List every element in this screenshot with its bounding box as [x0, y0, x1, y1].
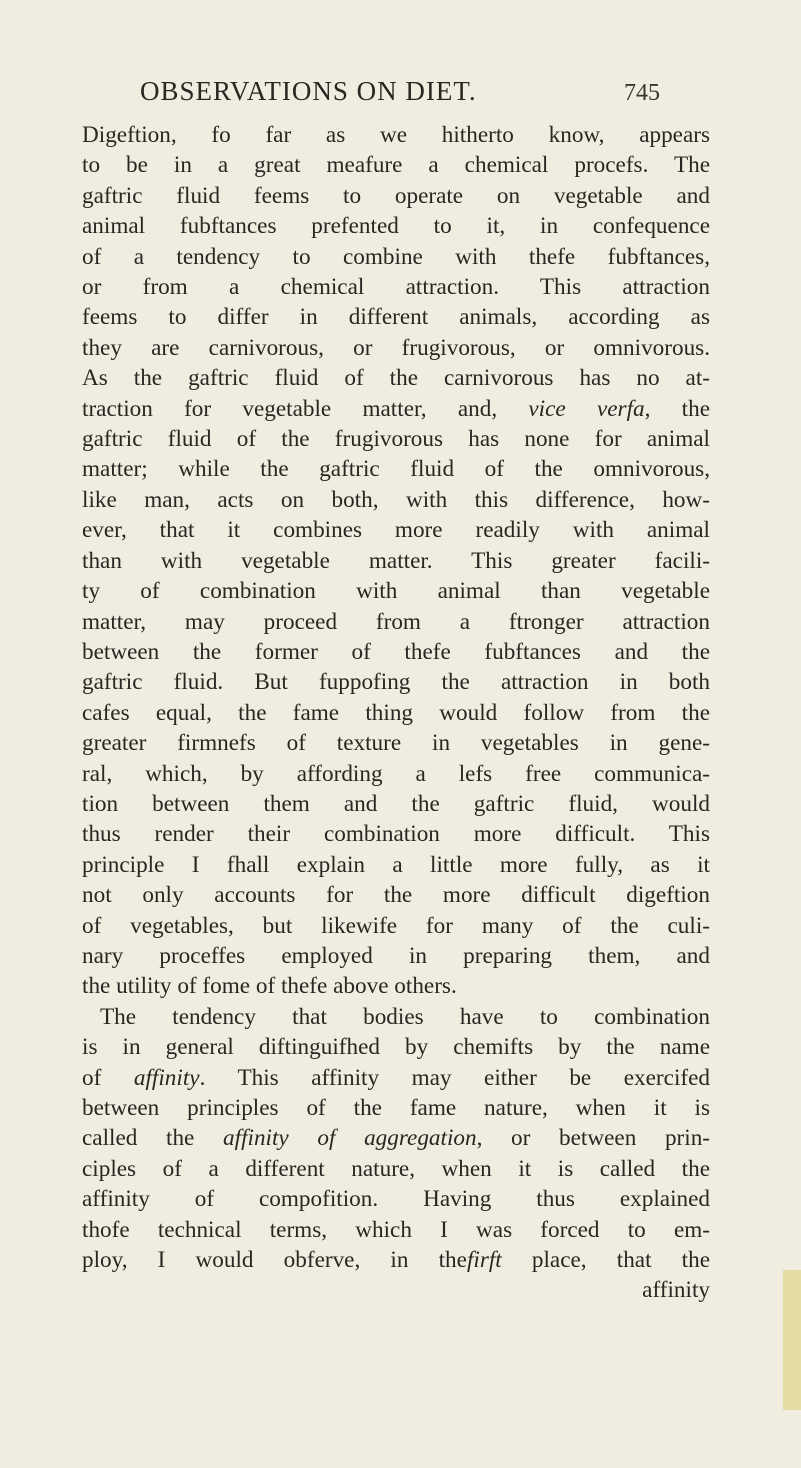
text-line: feems to differ in different animals, according as	[82, 304, 710, 331]
text-line: ral, which, by affording a lefs free communica-	[82, 760, 710, 787]
text-line: gaftric fluid of the frugivorous has none for animal	[82, 426, 710, 453]
text-line: of vegetables, but likewife for many of the culi-	[82, 912, 710, 939]
text-fragment: place, that the	[531, 1247, 710, 1274]
text-line: matter, may proceed from a ftronger attraction	[82, 608, 710, 635]
text-line: affinity of compofition. Having thus explained	[82, 1186, 710, 1213]
text-line: they are carnivorous, or frugivorous, or omnivorous.	[82, 334, 710, 361]
text-line: between the former of thefe fubftances and the	[82, 638, 710, 665]
catchword: affinity	[642, 1277, 710, 1304]
text-fragment: of	[82, 1064, 102, 1091]
text-line: thofe technical terms, which I was forced to em-	[82, 1216, 710, 1243]
text-line: is in general diftinguifhed by chemifts by the name	[82, 1034, 710, 1061]
text-line: principle I fhall explain a little more fully, as it	[82, 851, 710, 878]
text-line: The tendency that bodies have to combination	[100, 1003, 710, 1030]
text-fragment: , the	[644, 395, 710, 422]
text-line: not only accounts for the more difficult digeftion	[82, 882, 710, 909]
text-line: between principles of the fame nature, when it is	[82, 1095, 710, 1121]
text-line: ty of combination with animal than vegetable	[82, 578, 710, 605]
text-line: animal fubftances prefented to it, in confequence	[82, 213, 710, 240]
text-line	[82, 1245, 710, 1275]
italic-phrase: firft	[466, 1247, 502, 1274]
text-line: matter; while the gaftric fluid of the omnivorous,	[82, 456, 710, 483]
text-line: of a tendency to combine with thefe fubftances,	[82, 243, 710, 270]
page-header	[140, 76, 660, 116]
body-text	[82, 120, 710, 1306]
page-number: 745	[624, 80, 660, 106]
text-line: greater firmnefs of texture in vegetables in gene-	[82, 730, 710, 757]
text-line: ciples of a different nature, when it is called the	[82, 1155, 710, 1182]
text-line: gaftric fluid feems to operate on vegetable and	[82, 182, 710, 209]
text-line: like man, acts on both, with this difference, how-	[82, 486, 710, 513]
text-line: nary proceffes employed in preparing them, and	[82, 942, 710, 969]
text-fragment: called the	[82, 1125, 195, 1152]
text-line: to be in a great meafure a chemical procefs. The	[82, 152, 710, 179]
text-line	[82, 1063, 710, 1093]
text-fragment: ploy, I would obferve, in the	[82, 1247, 467, 1274]
paper-stain	[783, 1270, 801, 1410]
italic-phrase: affinity	[133, 1064, 200, 1091]
text-line: than with vegetable matter. This greater facili-	[82, 547, 710, 574]
text-line	[82, 394, 710, 424]
text-line	[82, 1123, 710, 1153]
italic-phrase: vice verfa	[528, 395, 645, 422]
text-line: or from a chemical attraction. This attraction	[82, 274, 710, 301]
text-fragment: , or between prin-	[476, 1125, 710, 1152]
text-line: gaftric fluid. But fuppofing the attraction in both	[82, 669, 710, 696]
text-line: Digeftion, fo far as we hitherto know, appears	[82, 122, 710, 148]
text-line: the utility of fome of thefe above others.	[82, 973, 457, 1000]
italic-phrase: affinity of aggregation	[223, 1125, 477, 1152]
running-head: OBSERVATIONS ON DIET.	[140, 76, 477, 106]
text-line: thus render their combination more difficult. This	[82, 821, 710, 848]
text-line: tion between them and the gaftric fluid, would	[82, 790, 710, 817]
text-line: As the gaftric fluid of the carnivorous has no at-	[82, 365, 710, 392]
text-fragment: traction for vegetable matter, and,	[82, 395, 498, 422]
text-line: cafes equal, the fame thing would follow from the	[82, 699, 710, 726]
text-fragment: . This affinity may either be exercifed	[199, 1064, 710, 1091]
text-line: ever, that it combines more readily with animal	[82, 517, 710, 544]
